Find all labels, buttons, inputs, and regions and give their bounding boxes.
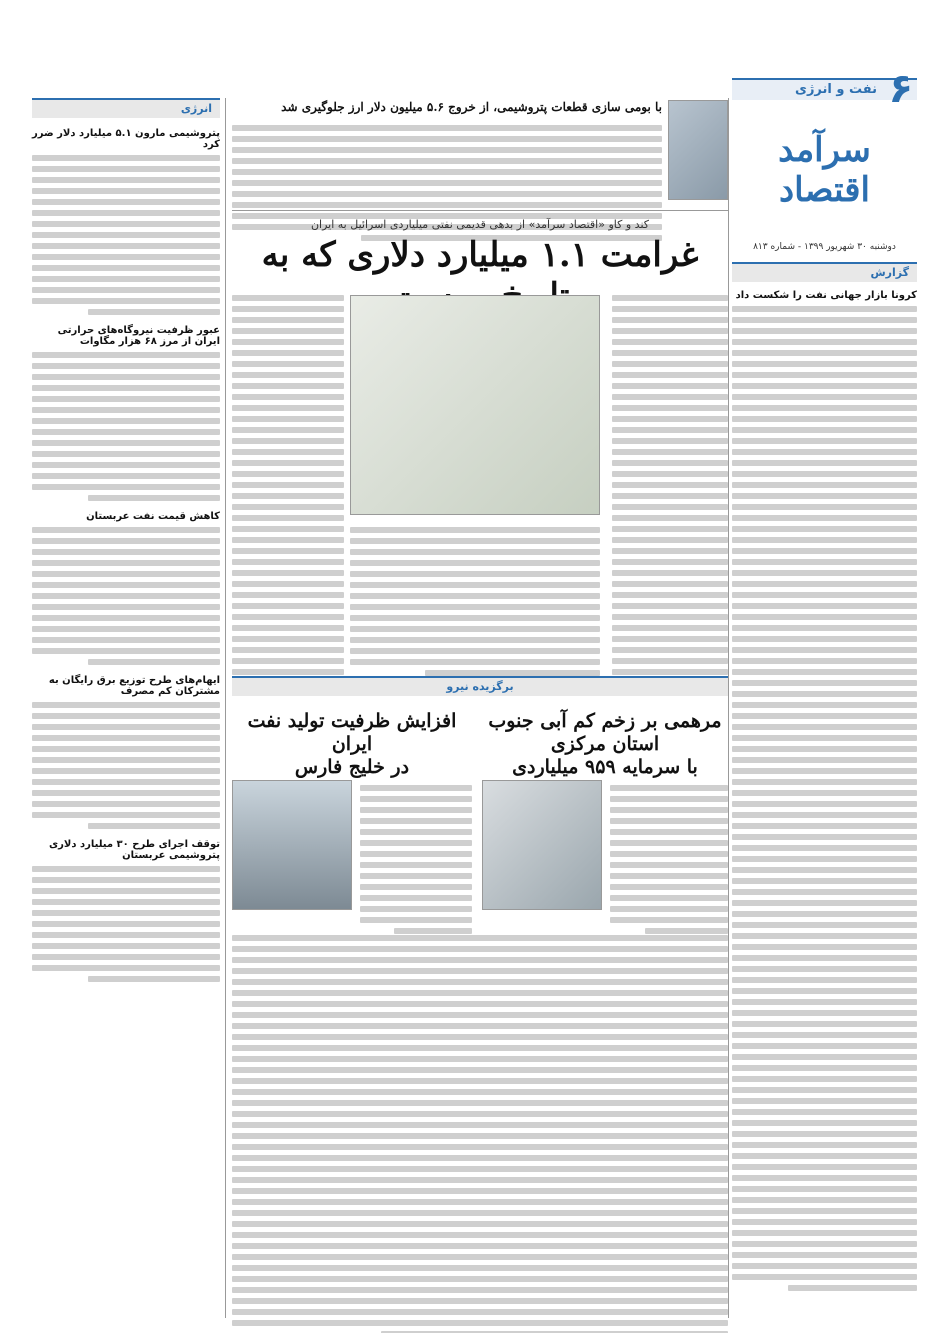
date-line: دوشنبه ۳۰ شهریور ۱۳۹۹ - شماره ۸۱۳ [753, 242, 896, 252]
page-number: ۶ [888, 66, 913, 112]
top-divider [232, 210, 728, 211]
main-body-col-right [612, 290, 728, 691]
top-story-photo [668, 100, 728, 200]
right-item-title: کرونا بازار جهانی نفت را شکست داد [735, 290, 917, 301]
lower-right-body [610, 780, 728, 939]
lower-left-headline-line1: افزایش ظرفیت تولید نفت ایران [247, 710, 457, 755]
right-section-label: گزارش [732, 262, 917, 282]
left-column [32, 124, 220, 987]
lower-right-photo [482, 780, 602, 910]
section-title: نفت و انرژی [795, 82, 877, 97]
left-item-title: عبور ظرفیت نیروگاه‌های حرارتی ایران از مرز ۶۸ هزار مگاوات [57, 325, 220, 347]
main-body-under-image [350, 522, 600, 681]
masthead-logo: سرآمد اقتصاد [778, 130, 871, 210]
lower-left-photo [232, 780, 352, 910]
lower-section-label: برگزیده نیرو [232, 676, 728, 696]
lower-left-headline-line2: در خلیج فارس [294, 755, 410, 778]
left-item-title: توقف اجرای طرح ۳۰ میلیارد دلاری پتروشیمی عربستان [49, 839, 220, 861]
left-item-title: کاهش قیمت نفت عربستان [86, 511, 220, 522]
divider-left [225, 98, 226, 1318]
lower-right-headline-line2: با سرمایه ۹۵۹ میلیاردی [512, 755, 698, 778]
lower-right-headline-line1: مرهمی بر زخم کم آبی جنوب استان مرکزی [488, 710, 722, 755]
main-story-illustration [350, 295, 600, 515]
divider-right [728, 98, 729, 1318]
main-headline: غرامت ۱.۱ میلیارد دلاری که به [261, 235, 699, 275]
right-column [732, 288, 917, 1296]
main-kicker: کند و کاو «اقتصاد سرآمد» از بدهی قدیمی نفتی میلیاردی اسرائیل به ایران [310, 218, 650, 231]
page-header [732, 66, 917, 112]
left-section-label: انرژی [32, 98, 220, 118]
top-story-headline: با بومی سازی قطعات پتروشیمی، از خروج ۵.۶ میلیون دلار ارز جلوگیری شد [281, 100, 662, 114]
left-item-title: پتروشیمی مارون ۵.۱ میلیارد دلار ضرر کرد [32, 128, 220, 150]
lower-body [232, 930, 728, 1333]
lower-left-headline [232, 710, 472, 778]
masthead [732, 100, 917, 240]
left-item-title: ایهام‌های طرح توزیع برق رایگان به مشترکان کم مصرف [48, 675, 220, 697]
main-body-col-left [232, 290, 344, 691]
lower-left-body [360, 780, 472, 939]
lower-right-headline [482, 710, 728, 778]
